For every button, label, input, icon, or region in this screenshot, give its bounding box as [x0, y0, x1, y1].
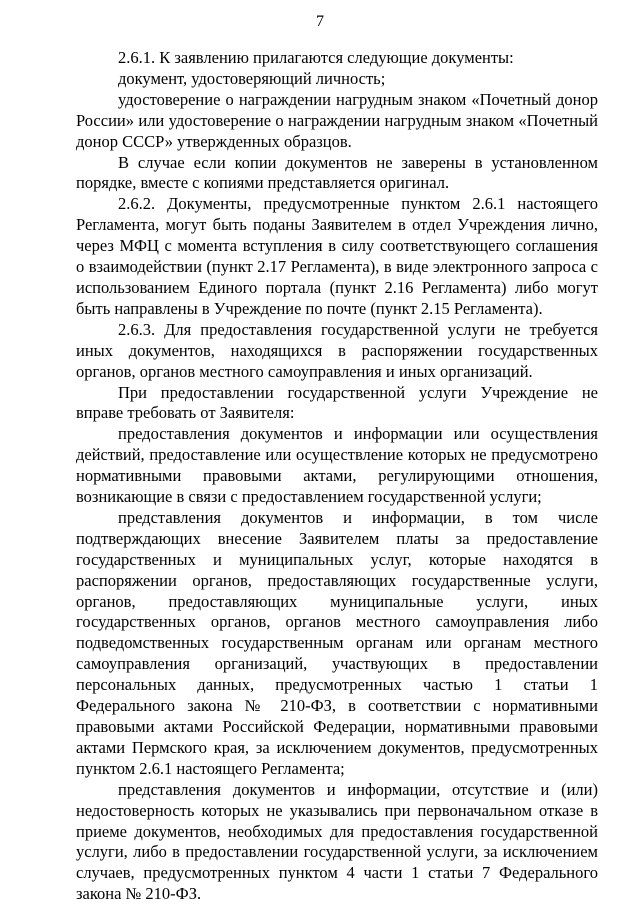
page-number: 7	[316, 13, 324, 30]
paragraph-requirement-actions: предоставления документов и информации или осуществления действий, предоставление или осуществление которых не предусмотрено нормативными правовыми актами, регулирующими отношения, возникающие в связи с предоставлением государственной услуги;	[76, 424, 598, 507]
paragraph-not-entitled: При предоставлении государственной услуги Учреждение не вправе требовать от Заявителя:	[76, 382, 598, 423]
paragraph-donor-certificate: удостоверение о награждении нагрудным знаком «Почетный донор России» или удостоверение о награждении нагрудным знаком «Почетный донор СССР» утвержденных образцов.	[76, 89, 598, 151]
paragraph-2-6-1: 2.6.1. К заявлению прилагаются следующие документы:	[118, 48, 514, 67]
paragraph-requirement-documents: представления документов и информации, в том числе подтверждающих внесение Заявителем платы за предоставление государственных и муниципальных услуг, которые находятся в распоряжении органов, предоставляющих государственные услуги, органов, предоставляющих муниципальные услуги, иных государственных органов, органов местного самоуправления либо подведомственных государственным органам или органам местного самоуправления организаций, участвующих в предоставлении персональных данных, предусмотренных частью 1 статьи 1 Федерального закона № 210-ФЗ, в соответствии с нормативными правовыми актами Российской Федерации, нормативными правовыми актами Пермского края, за исключением документов, предусмотренных пунктом 2.6.1 настоящего Регламента;	[76, 507, 598, 778]
paragraph-2-6-3: 2.6.3. Для предоставления государственной услуги не требуется иных документов, находящихся в распоряжении государственных органов, органов местного самоуправления и иных организаций.	[76, 319, 598, 381]
document-body	[76, 48, 598, 905]
paragraph-copies-original: В случае если копии документов не заверены в установленном порядке, вместе с копиями представляется оригинал.	[76, 152, 598, 193]
paragraph-requirement-missing: представления документов и информации, отсутствие и (или) недостоверность которых не указывались при первоначальном отказе в приеме документов, необходимых для предоставления государственной услуги, либо в предоставлении государственной услуги, за исключением случаев, предусмотренных пунктом 4 части 1 статьи 7 Федерального закона № 210-ФЗ.	[76, 779, 598, 904]
paragraph-identity-document: документ, удостоверяющий личность;	[118, 68, 386, 88]
paragraph-2-6-2: 2.6.2. Документы, предусмотренные пунктом 2.6.1 настоящего Регламента, могут быть поданы Заявителем в отдел Учреждения лично, через МФЦ с момента вступления в силу соответствующего соглашения о взаимодействии (пункт 2.17 Регламента), в виде электронного запроса с использованием Единого портала (пункт 2.16 Регламента) либо могут быть направлены в Учреждение по почте (пункт 2.15 Регламента).	[76, 194, 598, 318]
